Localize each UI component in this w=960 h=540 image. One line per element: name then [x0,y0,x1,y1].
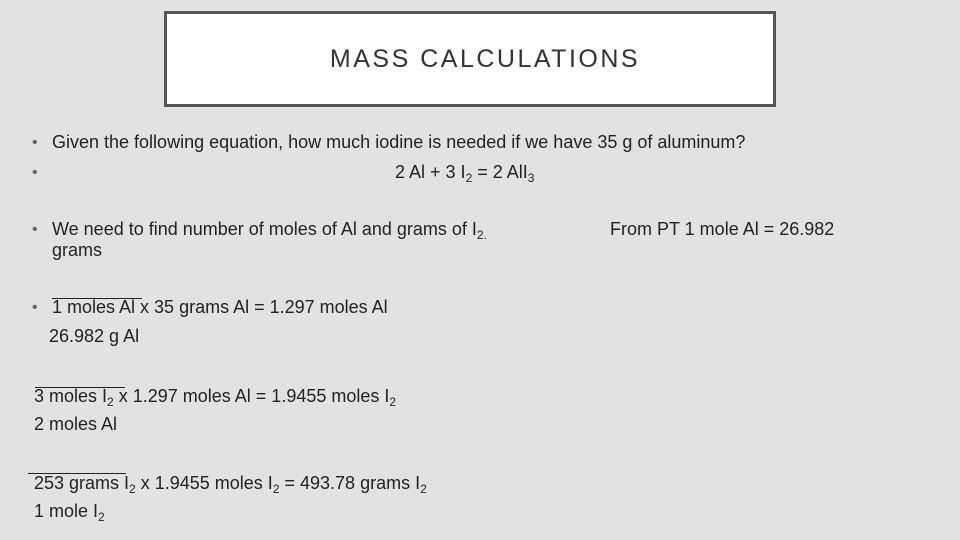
bullet: • [32,221,38,238]
bullet: • [32,164,38,181]
equation: 2 Al + 3 $I_2 = 2$ AlI$_3$ [395,162,535,185]
bullet: • [32,299,38,316]
step2-denominator: 2 moles Al [34,414,118,434]
moles-note: We need to find number of moles of Al and grams of $I_{2.}$ [52,219,487,242]
periodic-table-note: From PT 1 mole Al = 26.982 [610,219,835,239]
moles-note-continuation: grams [52,240,103,260]
step3-numerator: 253 grams $I_2$ x 1.9455 moles $I_2 = 493.78$ grams $I_2$ [34,473,427,496]
step1-numerator: 1 moles Al x 35 grams Al = 1.297 moles Al [52,297,388,317]
step3-denominator: 1 mole $I_2$ [34,501,105,524]
title-box [164,11,776,107]
step1-denominator: 26.982 g Al [49,326,140,346]
question-text: Given the following equation, how much iodine is needed if we have 35 g of aluminum? [52,132,746,152]
slide-title: MASS CALCULATIONS [329,44,641,73]
bullet: • [32,134,38,151]
step2-numerator: 3 moles $I_2$ x 1.297 moles Al = 1.9455 moles $I_2$ [34,386,397,409]
